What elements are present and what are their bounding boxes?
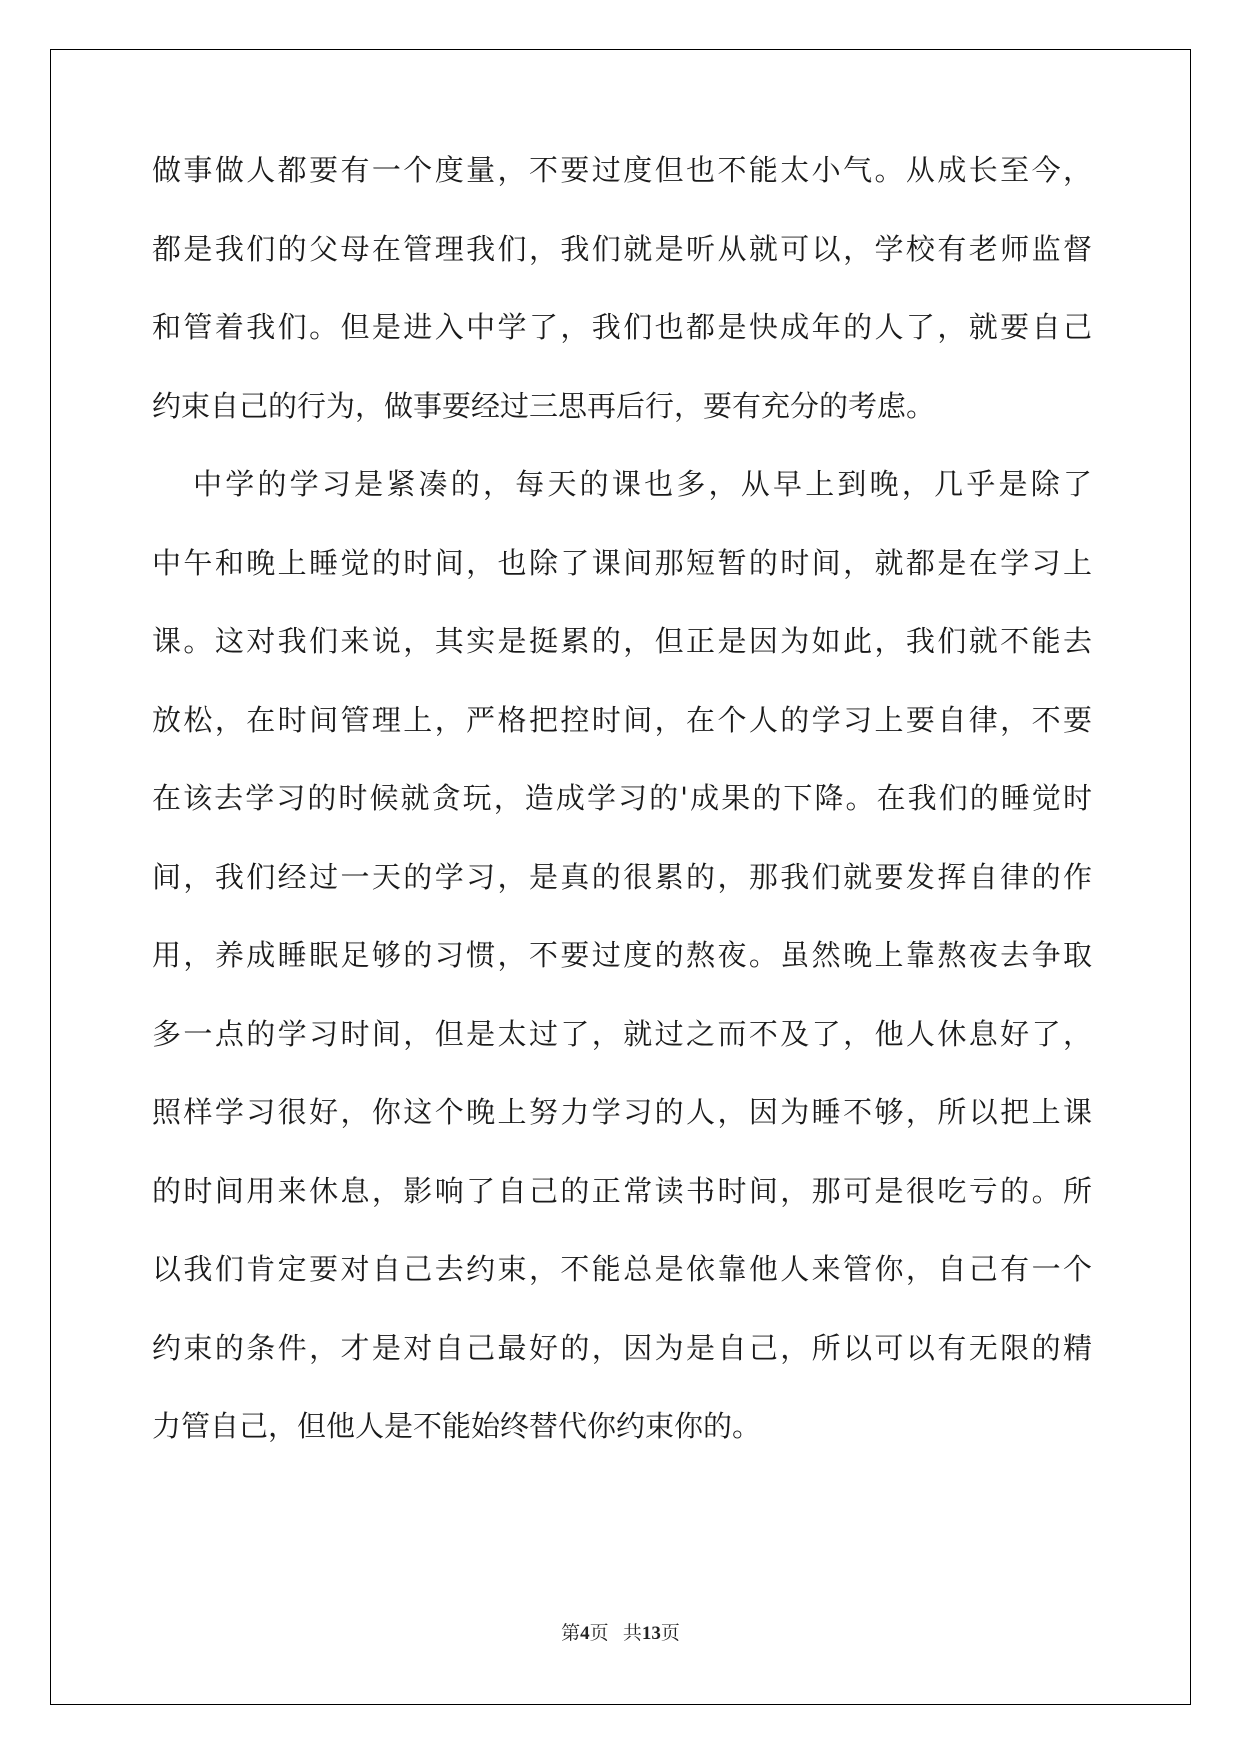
text-line-2: 都是我们的父母在管理我们，我们就是听从就可以，学校有老师监督: [152, 232, 1092, 266]
text-line-4: 约束自己的行为，做事要经过三思再后行，要有充分的考虑。: [152, 389, 936, 423]
text-line-1: 做事做人都要有一个度量，不要过度但也不能太小气。从成长至今，: [152, 153, 1092, 187]
text-line-16: 约束的条件，才是对自己最好的，因为是自己，所以可以有无限的精: [152, 1331, 1092, 1365]
text-line-5: 中学的学习是紧凑的，每天的课也多，从早上到晚，几乎是除了: [193, 467, 1092, 501]
footer-total-suffix: 页: [660, 1623, 680, 1644]
text-line-13: 照样学习很好，你这个晚上努力学习的人，因为睡不够，所以把上课: [152, 1095, 1092, 1129]
total-pages-number: 13: [641, 1623, 661, 1644]
text-line-9: 在该去学习的时候就贪玩，造成学习的'成果的下降。在我们的睡觉时: [152, 781, 1092, 815]
text-line-10: 间，我们经过一天的学习，是真的很累的，那我们就要发挥自律的作: [152, 860, 1092, 894]
footer-total-prefix: 共: [622, 1623, 642, 1644]
text-line-11: 用，养成睡眠足够的习惯，不要过度的熬夜。虽然晚上靠熬夜去争取: [152, 938, 1092, 972]
text-line-8: 放松，在时间管理上，严格把控时间，在个人的学习上要自律，不要: [152, 703, 1092, 737]
text-line-14: 的时间用来休息，影响了自己的正常读书时间，那可是很吃亏的。所: [152, 1174, 1092, 1208]
text-line-7: 课。这对我们来说，其实是挺累的，但正是因为如此，我们就不能去: [152, 624, 1092, 658]
page-footer: [0, 1618, 1241, 1645]
current-page-number: 4: [580, 1623, 590, 1644]
footer-page-suffix: 页: [589, 1623, 609, 1644]
footer-prefix: 第: [561, 1623, 581, 1644]
text-line-15: 以我们肯定要对自己去约束，不能总是依靠他人来管你，自己有一个: [152, 1252, 1092, 1286]
text-line-12: 多一点的学习时间，但是太过了，就过之而不及了，他人休息好了，: [152, 1017, 1092, 1051]
text-line-3: 和管着我们。但是进入中学了，我们也都是快成年的人了，就要自己: [152, 310, 1092, 344]
text-line-17: 力管自己，但他人是不能始终替代你约束你的。: [152, 1409, 762, 1443]
text-line-6: 中午和晚上睡觉的时间，也除了课间那短暂的时间，就都是在学习上: [152, 546, 1092, 580]
